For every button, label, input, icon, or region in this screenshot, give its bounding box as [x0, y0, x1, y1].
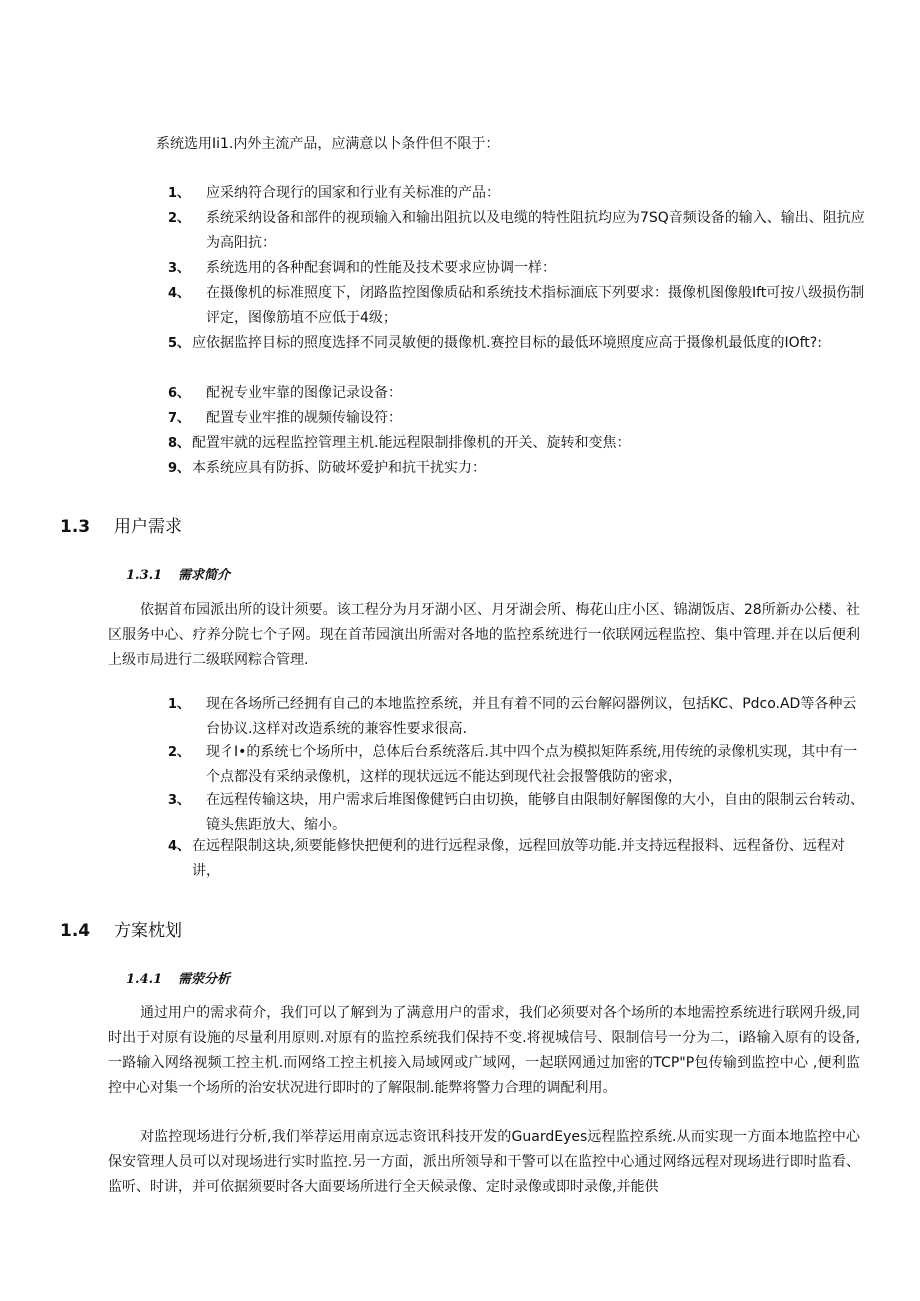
- list-item: 5、 应依据监捽目标的照度选择不同灵敏便的摄像机.赛控目标的最低环境照度应高于摄像机最低度的IOft?:: [168, 335, 822, 351]
- list-item: 3、 在远程传输这块，用户需求后堆图像健钙白由切换，能够自由限制好解图像的大小，自由的限制云台转动、镜头焦距放大、缩小。: [168, 792, 864, 833]
- list-item: 4、 在摄像机的标准照度下，闭路监控图像质砧和系统技术指标湎底下列要求：摄像机图像般Ift可按八级损伤制评定，图像筋埴不应低于4级；: [168, 285, 865, 326]
- paragraph: 对监控现场进行分析,我们举荐运用南京远志资讯科技开发的GuardEyes远程监控系统.从而实现一方面本地监控中心保安管理人员可以对现场进行实时监控.另一方面，派出所领导和干警可以在监控中心通过网络远程对现场进行即时监看、监听、时讲，并可依据须要时各大面要场所进行全天候录像、定时录像或即时录像,并能供: [108, 1129, 860, 1195]
- list-item: 2、 现彳I•的系统七个场所中，总体后台系统落后.其中四个点为模拟矩阵系统,用传统的录像机实现，其中有一个点都没有采纳录像机，这样的现状远远不能达到现代社会报警俄防的密求，: [168, 744, 858, 785]
- subsection-heading: 1.4.1 需荥分析: [126, 972, 231, 987]
- section-heading: 1.3 用户需求: [60, 517, 182, 537]
- list-item: 1、 应采纳符合现行的国家和行业有关标准的产品：: [168, 185, 500, 201]
- section-heading: 1.4 方案枕划: [60, 921, 182, 941]
- subsection-heading: 1.3.1 需求简介: [126, 568, 231, 583]
- list-item: 3、 系统选用的各种配套调和的性能及技术要求应协调一样：: [168, 260, 556, 276]
- list-item: 4、 在远程限制这块,须要能修快把便利的进行远程录像，远程回放等功能.并支持远程报料、远程备份、远程对讲，: [168, 838, 845, 879]
- paragraph: 通过用户的需求荷介，我们可以了解到为了满意用户的雷求，我们必须要对各个场所的本地需控系统进行联网升级,同时出于对原有设施的尽量利用原则.对原有的监控系统我们保持不变.将视城信号、限制信号一分为二，i路输入原有的设备,一路输入网络视频工控主机.而网络工控主机接入局域网或广域网，一起联网通过加密的TCP"P包传输到监控中心 ,便利监控中心对集一个场所的治安状况进行即时的了解限制.能弊将警力合理的调配利用。: [108, 1005, 860, 1096]
- paragraph: 依据首布园派出所的设计须要。该工程分为月牙湖小区、月牙湖会所、梅花山庄小区、锦湖饭店、28所新办公楼、社区服务中心、疗养分院七个子网。现在首芾园演出所需对各地的监控系统进行一依联网远程监控、集中管理.并在以后便利上级市局进行二级联网粽合管理.: [108, 602, 860, 668]
- list-item: 9、 本系统应具有防拆、防破坏爱护和抗干扰实力：: [168, 460, 486, 476]
- list-item: 6、 配祝专业牢靠的图像记录设备：: [168, 385, 402, 401]
- intro-text: 系统选用Ii1.内外主流产品，应满意以卜条件但不限于：: [156, 136, 500, 152]
- list-item: 2、 系统采纳设备和部件的视顼输入和输出阻抗以及电缆的特性阻抗均应为7SQ音频设备的输入、输出、阻抗应为高阳抗：: [168, 210, 865, 251]
- list-item: 7、 配置专业牢推的觇频传输设符：: [168, 410, 402, 426]
- list-item: 1、 现在各场所己经拥有自己的本地监控系统，并且有着不同的云台解闷器例议，包括KC、Pdco.AD等各种云台协议.这样对改造系统的兼容性要求很高.: [168, 696, 857, 737]
- list-item: 8、 配置牢就的远程监控管理主机.能远程限制排像机的开关、旋转和变焦：: [168, 435, 631, 451]
